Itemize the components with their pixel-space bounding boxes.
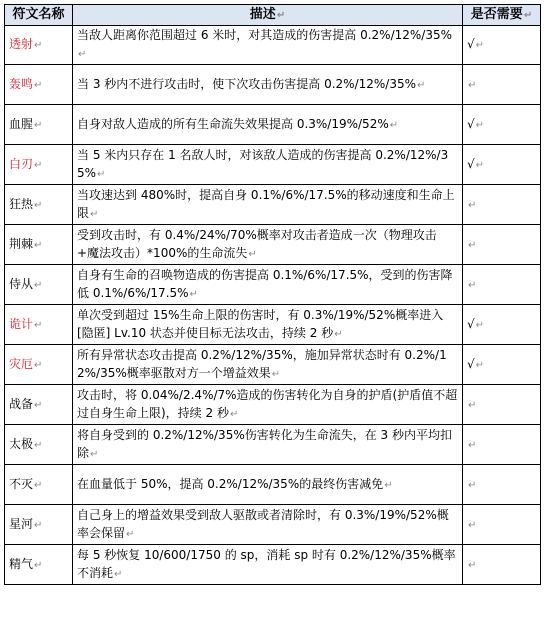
paragraph-mark: ↵ — [276, 9, 286, 21]
table-row — [5, 65, 541, 105]
paragraph-mark: ↵ — [34, 439, 43, 451]
paragraph-mark: ↵ — [417, 79, 426, 91]
rune-name: 星河 — [9, 516, 34, 531]
table-row — [5, 305, 541, 345]
rune-name-cell — [5, 545, 73, 585]
rune-need-cell — [463, 465, 541, 505]
rune-name-cell — [5, 465, 73, 505]
table-row — [5, 26, 541, 65]
rune-name-cell — [5, 345, 73, 385]
rune-description: 自己身上的增益效果受到敌人驱散或者清除时，有 0.3%/19%/52%概率会保留 — [77, 507, 449, 540]
paragraph-mark: ↵ — [34, 519, 43, 531]
paragraph-mark: ↵ — [34, 119, 43, 131]
check-mark-icon: √ — [467, 316, 475, 331]
header-name-cell — [5, 5, 73, 26]
rune-description: 当攻速达到 480%时，提高自身 0.1%/6%/17.5%的移动速度和生命上限 — [77, 187, 455, 220]
header-desc: 描述 — [249, 6, 276, 22]
paragraph-mark: ↵ — [90, 448, 99, 460]
rune-description: 当 3 秒内不进行攻击时，使下次攻击伤害提高 0.2%/12%/35% — [77, 76, 416, 91]
header-row — [5, 5, 541, 26]
rune-name-cell — [5, 185, 73, 225]
rune-name-cell — [5, 505, 73, 545]
rune-name: 狂热 — [9, 196, 34, 211]
paragraph-mark: ↵ — [114, 568, 123, 580]
rune-description-cell — [73, 305, 463, 345]
rune-name-cell — [5, 145, 73, 185]
rune-name: 战备 — [9, 396, 34, 411]
rune-description-cell — [73, 345, 463, 385]
paragraph-mark: ↵ — [468, 279, 477, 291]
table-row — [5, 185, 541, 225]
paragraph-mark: ↵ — [475, 40, 485, 51]
rune-description: 将自身受到的 0.2%/12%/35%伤害转化为生命流失，在 3 秒内平均扣除 — [77, 427, 452, 460]
rune-name-cell — [5, 26, 73, 65]
rune-description-cell — [73, 65, 463, 105]
rune-description-cell — [73, 465, 463, 505]
rune-description-cell — [73, 105, 463, 145]
paragraph-mark: ↵ — [34, 279, 43, 291]
rune-description-cell — [73, 26, 463, 65]
table-row — [5, 505, 541, 545]
rune-need-cell — [463, 545, 541, 585]
rune-description: 所有异常状态攻击提高 0.2%/12%/35%，施加异常状态时有 0.2%/12%/35%概率驱散对方一个增益效果 — [77, 347, 447, 380]
paragraph-mark: ↵ — [384, 479, 393, 491]
paragraph-mark: ↵ — [248, 248, 257, 260]
table-row — [5, 385, 541, 425]
paragraph-mark: ↵ — [468, 439, 477, 451]
paragraph-mark: ↵ — [229, 408, 239, 420]
header-need-cell — [463, 5, 541, 26]
rune-description-cell — [73, 265, 463, 305]
rune-name-cell — [5, 105, 73, 145]
rune-description: 自身对敌人造成的所有生命流失效果提高 0.3%/19%/52% — [77, 116, 389, 131]
rune-description-cell — [73, 185, 463, 225]
paragraph-mark: ↵ — [389, 119, 399, 131]
rune-need-cell — [463, 385, 541, 425]
rune-need-cell — [463, 225, 541, 265]
rune-name-cell — [5, 265, 73, 305]
rune-need-cell — [463, 305, 541, 345]
rune-description: 在血量低于 50%，提高 0.2%/12%/35%的最终伤害减免 — [77, 476, 384, 491]
rune-description: 受到攻击时，有 0.4%/24%/70%概率对攻击者造成一次（物理攻击+魔法攻击）*100%的生命流失 — [77, 227, 437, 260]
rune-name: 轰鸣 — [9, 76, 34, 91]
paragraph-mark: ↵ — [523, 9, 533, 21]
paragraph-mark: ↵ — [468, 399, 477, 411]
rune-need-cell — [463, 26, 541, 65]
paragraph-mark: ↵ — [475, 319, 485, 331]
rune-description: 攻击时，将 0.04%/2.4%/7%造成的伤害转化为自身的护盾(护盾值不超过自身生命上限)，持续 2 秒 — [77, 387, 458, 420]
rune-name: 不灭 — [9, 476, 34, 491]
header-need: 是否需要 — [470, 6, 523, 22]
rune-description: 当 5 米内只存在 1 名敌人时，对该敌人造成的伤害提高 0.2%/12%/35% — [77, 147, 449, 180]
rune-description-cell — [73, 425, 463, 465]
rune-need-cell — [463, 425, 541, 465]
paragraph-mark: ↵ — [34, 79, 43, 91]
table-row — [5, 265, 541, 305]
paragraph-mark: ↵ — [97, 168, 106, 180]
paragraph-mark: ↵ — [34, 199, 43, 211]
rune-description: 每 5 秒恢复 10/600/1750 的 sp，消耗 sp 时有 0.2%/12%/35%概率不消耗 — [77, 547, 456, 580]
paragraph-mark: ↵ — [475, 159, 485, 171]
header-name: 符文名称 — [12, 7, 65, 22]
paragraph-mark: ↵ — [34, 159, 43, 171]
table-row — [5, 105, 541, 145]
rune-description-cell — [73, 225, 463, 265]
rune-need-cell — [463, 265, 541, 305]
rune-name-cell — [5, 65, 73, 105]
header-desc-cell — [73, 5, 463, 26]
paragraph-mark: ↵ — [468, 519, 477, 531]
paragraph-mark: ↵ — [189, 288, 198, 300]
check-mark-icon: √ — [467, 37, 475, 51]
rune-description: 当敌人距离你范围超过 6 米时，对其造成的伤害提高 0.2%/12%/35% — [77, 28, 452, 42]
rune-description-cell — [73, 385, 463, 425]
rune-name: 侍从 — [9, 276, 34, 291]
rune-name: 白刃 — [9, 156, 34, 171]
rune-description: 自身有生命的召唤物造成的伤害提高 0.1%/6%/17.5%，受到的伤害降低 0.1%/6%/17.5% — [77, 267, 453, 300]
rune-description-cell — [73, 145, 463, 185]
paragraph-mark: ↵ — [468, 479, 477, 491]
rune-description-cell — [73, 545, 463, 585]
table-row — [5, 145, 541, 185]
paragraph-mark: ↵ — [468, 559, 477, 571]
check-mark-icon: √ — [467, 356, 475, 371]
rune-description: 单次受到超过 15%生命上限的伤害时，有 0.3%/19%/52%概率进入[隐匿] Lv.10 状态并使目标无法攻击，持续 2 秒 — [77, 307, 444, 340]
rune-name: 太极 — [9, 436, 34, 451]
rune-name: 灾厄 — [9, 356, 34, 371]
paragraph-mark: ↵ — [78, 49, 87, 60]
table-row — [5, 545, 541, 585]
paragraph-mark: ↵ — [34, 479, 43, 491]
rune-table — [4, 4, 541, 585]
paragraph-mark: ↵ — [34, 359, 43, 371]
rune-need-cell — [463, 345, 541, 385]
table-row — [5, 425, 541, 465]
rune-name: 血腥 — [9, 116, 34, 131]
rune-name: 精气 — [9, 556, 34, 571]
paragraph-mark: ↵ — [475, 359, 485, 371]
rune-name-cell — [5, 225, 73, 265]
rune-description-cell — [73, 505, 463, 545]
paragraph-mark: ↵ — [34, 319, 43, 331]
paragraph-mark: ↵ — [34, 399, 43, 411]
rune-need-cell — [463, 65, 541, 105]
table-row — [5, 465, 541, 505]
paragraph-mark: ↵ — [334, 328, 343, 340]
rune-name: 荆棘 — [9, 236, 34, 251]
paragraph-mark: ↵ — [468, 199, 477, 211]
check-mark-icon: √ — [467, 116, 475, 131]
rune-name-cell — [5, 385, 73, 425]
paragraph-mark: ↵ — [271, 368, 281, 380]
paragraph-mark: ↵ — [468, 239, 477, 251]
rune-need-cell — [463, 145, 541, 185]
rune-need-cell — [463, 105, 541, 145]
rune-need-cell — [463, 505, 541, 545]
rune-name: 诡计 — [9, 316, 34, 331]
paragraph-mark: ↵ — [90, 208, 99, 220]
paragraph-mark: ↵ — [475, 119, 485, 131]
rune-name: 透射 — [9, 37, 34, 51]
table-row — [5, 225, 541, 265]
check-mark-icon: √ — [467, 156, 475, 171]
rune-name-cell — [5, 305, 73, 345]
rune-need-cell — [463, 185, 541, 225]
paragraph-mark: ↵ — [34, 559, 43, 571]
table-row — [5, 345, 541, 385]
paragraph-mark: ↵ — [468, 79, 477, 91]
paragraph-mark: ↵ — [34, 239, 43, 251]
rune-name-cell — [5, 425, 73, 465]
paragraph-mark: ↵ — [34, 40, 43, 51]
paragraph-mark: ↵ — [126, 528, 135, 540]
